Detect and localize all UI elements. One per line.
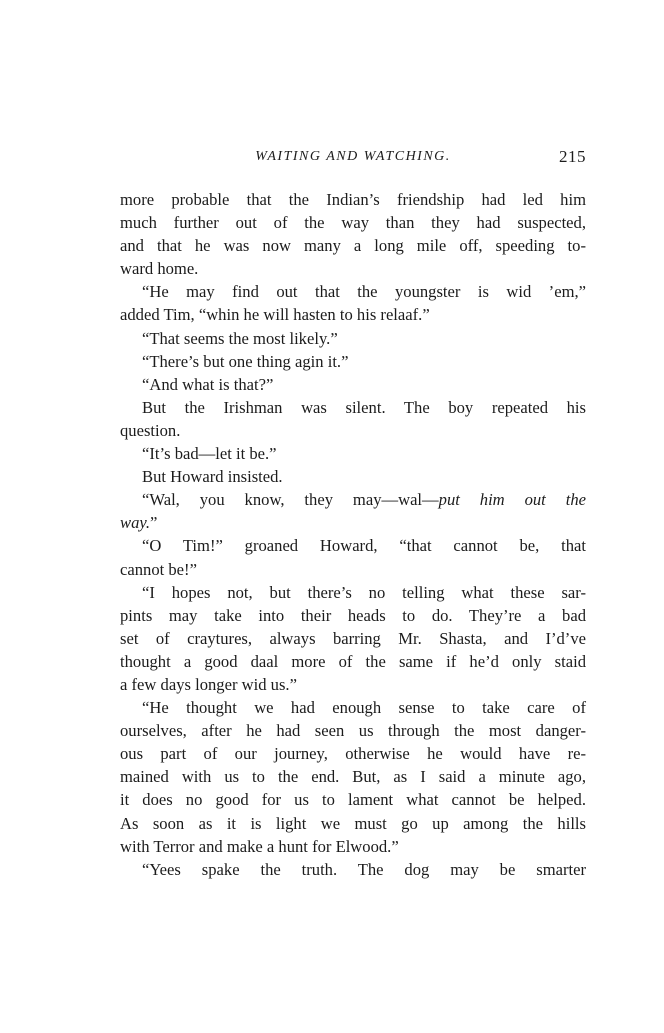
text-line: “That seems the most likely.”	[142, 328, 338, 348]
text-line: “Wal, you know, they may—wal—put him out the	[142, 490, 586, 510]
running-header	[120, 146, 586, 170]
text-line: ward home.	[120, 259, 199, 279]
text-line: “Yees spake the truth. The dog may be smarter	[142, 859, 586, 879]
text-line: “He thought we had enough sense to take care of	[142, 698, 586, 718]
text-line: mained with us to the end. But, as I said a minute ago,	[120, 767, 586, 787]
text-line: “There’s but one thing agin it.”	[142, 351, 349, 371]
text-line: cannot be!”	[120, 559, 197, 579]
text-line: way.”	[120, 513, 158, 533]
text-line: set of craytures, always barring Mr. Shasta, and I’d’ve	[120, 628, 586, 648]
text-line: “And what is that?”	[142, 374, 274, 394]
page-number: 215	[559, 147, 586, 166]
text-line: As soon as it is light we must go up among the hills	[120, 813, 586, 833]
text-line: a few days longer wid us.”	[120, 674, 297, 694]
text-line: But Howard insisted.	[142, 467, 283, 487]
text-line: more probable that the Indian’s friendship had led him	[120, 190, 586, 209]
text-line: and that he was now many a long mile off, speeding to-	[120, 236, 586, 256]
text-line: question.	[120, 420, 181, 440]
text-line: “O Tim!” groaned Howard, “that cannot be, that	[142, 536, 586, 556]
text-line: much further out of the way than they had suspected,	[120, 213, 586, 233]
text-line: pints may take into their heads to do. They’re a bad	[120, 605, 586, 625]
text-line: “It’s bad—let it be.”	[142, 444, 277, 464]
running-title: WAITING AND WATCHING.	[255, 149, 451, 164]
text-line: “I hopes not, but there’s no telling what these sar-	[142, 582, 586, 602]
text-line: ourselves, after he had seen us through the most danger-	[120, 721, 586, 741]
text-line: with Terror and make a hunt for Elwood.”	[120, 836, 399, 856]
italic-text: way.	[120, 513, 150, 533]
text-line: thought a good daal more of the same if he’d only staid	[120, 651, 586, 671]
text-line: ous part of our journey, otherwise he would have re-	[120, 744, 586, 764]
text-line: But the Irishman was silent. The boy repeated his	[142, 397, 586, 417]
italic-text: put him out the	[438, 490, 586, 510]
text-line: “He may find out that the youngster is wid ’em,”	[142, 282, 586, 302]
text-line: added Tim, “whin he will hasten to his relaaf.”	[120, 305, 430, 325]
body-text	[120, 188, 586, 881]
text-line: it does no good for us to lament what cannot be helped.	[120, 790, 586, 810]
